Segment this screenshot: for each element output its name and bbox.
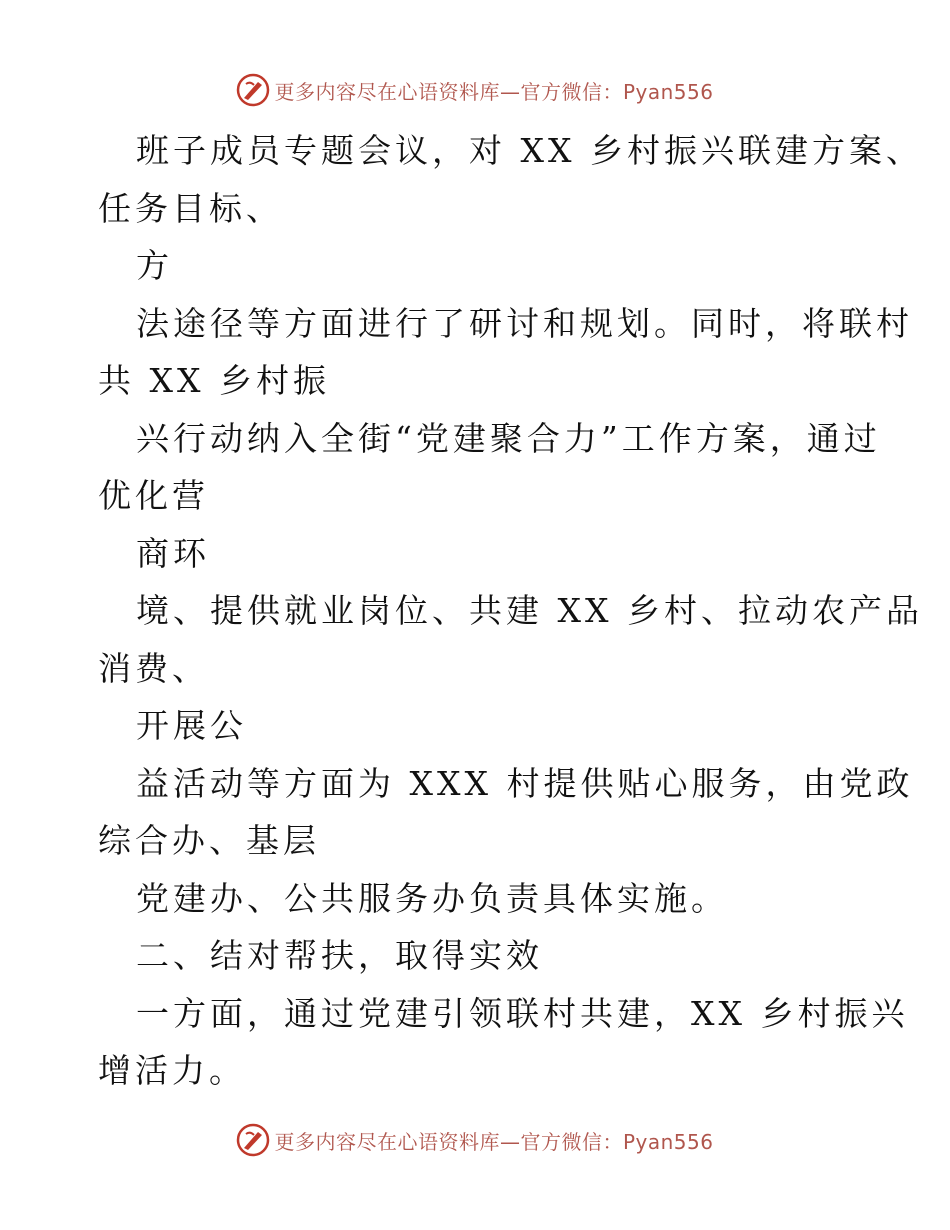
text-line: 消费、 xyxy=(98,648,209,688)
footer-banner xyxy=(0,1120,950,1160)
text-line: 开展公 xyxy=(136,706,247,745)
text-line: 综合办、基层 xyxy=(98,821,320,860)
text-line: 兴行动纳入全街“党建聚合力”工作方案，通过 xyxy=(136,418,881,458)
section-heading: 二、结对帮扶，取得实效 xyxy=(136,936,543,975)
pen-seal-icon xyxy=(236,73,270,107)
text-line: 优化营 xyxy=(98,476,209,515)
text-line: 境、提供就业岗位、共建 XX 乡村、拉动农产品 xyxy=(136,591,923,630)
text-line: 益活动等方面为 XXX 村提供贴心服务，由党政 xyxy=(136,763,914,803)
document-body xyxy=(0,122,950,1100)
text-line: 任务目标、 xyxy=(98,188,283,228)
text-line: 班子成员专题会议，对 XX 乡村振兴联建方案、 xyxy=(136,131,923,170)
footer-banner-text: 更多内容尽在心语资料库—官方微信：Pyan556 xyxy=(274,1129,714,1154)
text-line: 法途径等方面进行了研讨和规划。同时，将联村 xyxy=(136,303,913,343)
header-banner-text: 更多内容尽在心语资料库—官方微信：Pyan556 xyxy=(274,79,714,104)
header-banner xyxy=(0,70,950,110)
pen-seal-icon xyxy=(236,1123,270,1157)
text-line: 方 xyxy=(136,246,173,285)
text-line: 共 XX 乡村振 xyxy=(98,361,330,400)
text-line: 一方面，通过党建引领联村共建，XX 乡村振兴 xyxy=(136,993,909,1033)
text-line: 党建办、公共服务办负责具体实施。 xyxy=(136,878,728,918)
text-line: 商环 xyxy=(136,533,210,573)
text-line: 增活力。 xyxy=(98,1051,246,1090)
